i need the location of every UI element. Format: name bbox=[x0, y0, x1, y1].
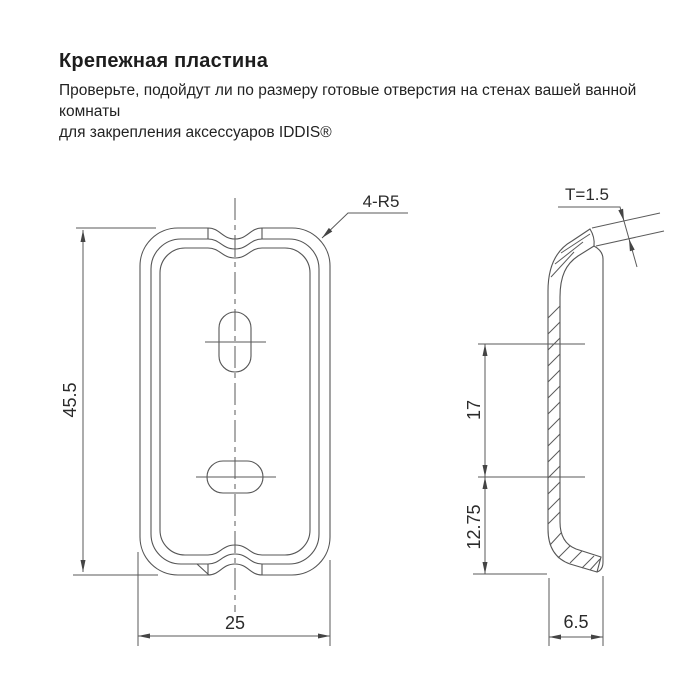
thickness-label: T=1.5 bbox=[565, 185, 609, 204]
depth-dimension-label: 6.5 bbox=[563, 612, 589, 632]
bottom-offset-label: 12.75 bbox=[464, 504, 484, 550]
section-hatching bbox=[548, 234, 600, 570]
page-title: Крепежная пластина bbox=[59, 50, 269, 72]
height-dimension-label: 45.5 bbox=[60, 382, 80, 418]
bottom-tab-inner bbox=[560, 522, 601, 557]
bottom-tab-outer bbox=[548, 529, 597, 572]
notch-edge-ticks bbox=[197, 228, 262, 575]
dimension-thickness bbox=[558, 185, 664, 267]
subtitle-line-1: Проверьте, подойдут ли по размеру готовые отверстия на стенах вашей ванной комнаты bbox=[59, 82, 637, 120]
rim-silhouette-edge bbox=[594, 246, 603, 572]
dimension-width bbox=[138, 552, 330, 646]
dimension-bottom-offset bbox=[464, 477, 547, 574]
dimension-corner-radius bbox=[322, 192, 408, 238]
corner-radius-label: 4-R5 bbox=[362, 192, 400, 211]
dimension-depth bbox=[549, 576, 603, 646]
subtitle-line-2: для закрепления аксессуаров IDDIS® bbox=[59, 124, 332, 141]
top-tab-inner bbox=[560, 246, 594, 297]
side-view bbox=[548, 229, 603, 572]
front-view bbox=[140, 198, 330, 612]
top-tab-end-cap bbox=[590, 229, 594, 246]
width-dimension-label: 25 bbox=[224, 613, 246, 633]
hole-spacing-label: 17 bbox=[464, 399, 484, 421]
dimension-height bbox=[60, 228, 158, 575]
